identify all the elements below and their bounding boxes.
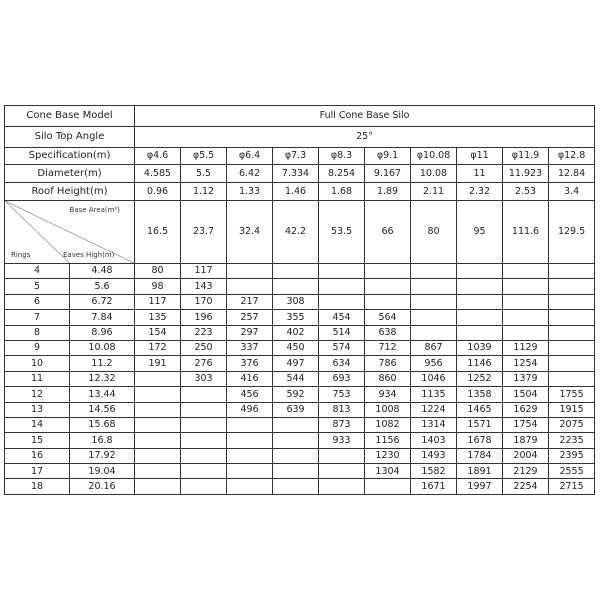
capacity-cell — [457, 325, 503, 340]
capacity-cell — [273, 264, 319, 279]
capacity-cell: 574 — [319, 340, 365, 355]
capacity-cell: 154 — [135, 325, 181, 340]
capacity-cell — [135, 479, 181, 494]
capacity-cell — [273, 417, 319, 432]
roof-height-cell: 3.4 — [549, 183, 595, 201]
eaves-height-cell: 10.08 — [70, 340, 135, 355]
capacity-cell — [457, 310, 503, 325]
model-label: Cone Base Model — [5, 106, 135, 127]
capacity-cell — [273, 433, 319, 448]
capacity-cell: 303 — [181, 371, 227, 386]
capacity-cell: 456 — [227, 387, 273, 402]
capacity-cell: 1135 — [411, 387, 457, 402]
capacity-cell: 514 — [319, 325, 365, 340]
capacity-cell: 1755 — [549, 387, 595, 402]
eaves-height-cell: 16.8 — [70, 433, 135, 448]
capacity-cell — [227, 448, 273, 463]
silo-capacity-table — [4, 105, 595, 495]
capacity-cell: 1224 — [411, 402, 457, 417]
capacity-cell: 1997 — [457, 479, 503, 494]
table-row — [5, 325, 595, 340]
capacity-cell: 1304 — [365, 464, 411, 479]
capacity-cell — [181, 417, 227, 432]
base-area-cell: 53.5 — [319, 201, 365, 264]
capacity-cell: 867 — [411, 340, 457, 355]
table-row — [5, 340, 595, 355]
capacity-cell: 564 — [365, 310, 411, 325]
capacity-cell: 1252 — [457, 371, 503, 386]
capacity-cell: 454 — [319, 310, 365, 325]
capacity-cell — [181, 402, 227, 417]
capacity-cell: 860 — [365, 371, 411, 386]
capacity-cell: 1008 — [365, 402, 411, 417]
eaves-height-cell: 13.44 — [70, 387, 135, 402]
capacity-cell: 1879 — [503, 433, 549, 448]
capacity-cell: 1156 — [365, 433, 411, 448]
capacity-cell: 450 — [273, 340, 319, 355]
rings-cell: 18 — [5, 479, 70, 494]
capacity-cell: 1754 — [503, 417, 549, 432]
diameter-cell: 12.84 — [549, 165, 595, 183]
capacity-cell: 544 — [273, 371, 319, 386]
capacity-cell: 638 — [365, 325, 411, 340]
rings-label: Rings — [11, 251, 31, 259]
capacity-cell — [135, 417, 181, 432]
capacity-cell: 1403 — [411, 433, 457, 448]
capacity-cell: 355 — [273, 310, 319, 325]
capacity-cell: 1629 — [503, 402, 549, 417]
rings-cell: 13 — [5, 402, 70, 417]
capacity-cell — [549, 325, 595, 340]
capacity-cell — [273, 448, 319, 463]
roof-height-cell: 0.96 — [135, 183, 181, 201]
base-area-row — [5, 201, 595, 264]
capacity-cell — [135, 371, 181, 386]
capacity-cell: 376 — [227, 356, 273, 371]
spec-cell: φ7.3 — [273, 148, 319, 165]
capacity-cell — [365, 279, 411, 294]
capacity-cell: 1915 — [549, 402, 595, 417]
capacity-cell — [181, 479, 227, 494]
capacity-cell: 1230 — [365, 448, 411, 463]
capacity-cell: 1146 — [457, 356, 503, 371]
diameter-cell: 11 — [457, 165, 503, 183]
capacity-cell — [227, 433, 273, 448]
capacity-cell — [549, 279, 595, 294]
table-row — [5, 371, 595, 386]
capacity-cell: 196 — [181, 310, 227, 325]
spec-cell: φ4.6 — [135, 148, 181, 165]
capacity-cell: 117 — [181, 264, 227, 279]
capacity-cell: 135 — [135, 310, 181, 325]
rings-cell: 16 — [5, 448, 70, 463]
base-area-cell: 111.6 — [503, 201, 549, 264]
capacity-cell: 813 — [319, 402, 365, 417]
rings-cell: 9 — [5, 340, 70, 355]
capacity-cell — [503, 279, 549, 294]
capacity-cell — [227, 264, 273, 279]
roof-height-row — [5, 183, 595, 201]
capacity-cell — [181, 387, 227, 402]
capacity-cell — [411, 279, 457, 294]
capacity-cell — [273, 464, 319, 479]
spec-cell: φ8.3 — [319, 148, 365, 165]
roof-height-cell: 2.53 — [503, 183, 549, 201]
roof-height-cell: 1.33 — [227, 183, 273, 201]
base-area-cell: 42.2 — [273, 201, 319, 264]
table-row — [5, 433, 595, 448]
capacity-cell — [365, 264, 411, 279]
roof-height-cell: 1.68 — [319, 183, 365, 201]
table-row — [5, 417, 595, 432]
capacity-cell — [135, 402, 181, 417]
capacity-cell — [411, 310, 457, 325]
capacity-cell: 1358 — [457, 387, 503, 402]
spec-cell: φ12.8 — [549, 148, 595, 165]
capacity-cell: 223 — [181, 325, 227, 340]
spec-row — [5, 148, 595, 165]
spec-label: Specification(m) — [5, 148, 135, 165]
capacity-cell: 217 — [227, 294, 273, 309]
capacity-cell: 1039 — [457, 340, 503, 355]
roof-height-cell: 1.12 — [181, 183, 227, 201]
rings-cell: 7 — [5, 310, 70, 325]
capacity-cell: 1493 — [411, 448, 457, 463]
capacity-cell — [503, 294, 549, 309]
diagonal-header-cell — [5, 201, 135, 264]
capacity-cell — [457, 264, 503, 279]
eaves-height-cell: 15.68 — [70, 417, 135, 432]
capacity-cell — [319, 264, 365, 279]
rings-cell: 5 — [5, 279, 70, 294]
capacity-cell — [181, 433, 227, 448]
capacity-cell — [135, 464, 181, 479]
capacity-cell: 592 — [273, 387, 319, 402]
base-area-cell: 66 — [365, 201, 411, 264]
eaves-height-cell: 6.72 — [70, 294, 135, 309]
eaves-height-cell: 12.32 — [70, 371, 135, 386]
capacity-cell — [135, 448, 181, 463]
capacity-cell: 191 — [135, 356, 181, 371]
capacity-cell — [273, 479, 319, 494]
capacity-cell: 873 — [319, 417, 365, 432]
capacity-cell — [181, 464, 227, 479]
capacity-cell: 1504 — [503, 387, 549, 402]
base-area-cell: 80 — [411, 201, 457, 264]
capacity-cell — [549, 356, 595, 371]
table-row — [5, 387, 595, 402]
spec-cell: φ6.4 — [227, 148, 273, 165]
capacity-cell: 933 — [319, 433, 365, 448]
capacity-cell — [319, 448, 365, 463]
capacity-cell — [503, 325, 549, 340]
spec-cell: φ10.08 — [411, 148, 457, 165]
capacity-cell — [411, 294, 457, 309]
capacity-cell — [411, 325, 457, 340]
capacity-cell: 2715 — [549, 479, 595, 494]
spec-cell: φ5.5 — [181, 148, 227, 165]
capacity-cell: 2395 — [549, 448, 595, 463]
rings-cell: 6 — [5, 294, 70, 309]
capacity-cell: 416 — [227, 371, 273, 386]
capacity-cell: 98 — [135, 279, 181, 294]
rings-cell: 15 — [5, 433, 70, 448]
capacity-cell — [365, 479, 411, 494]
capacity-cell: 1678 — [457, 433, 503, 448]
rings-cell: 8 — [5, 325, 70, 340]
table-row — [5, 264, 595, 279]
capacity-cell: 337 — [227, 340, 273, 355]
angle-value: 25° — [135, 127, 595, 148]
capacity-cell: 956 — [411, 356, 457, 371]
diameter-cell: 8.254 — [319, 165, 365, 183]
diameter-cell: 7.334 — [273, 165, 319, 183]
capacity-cell: 1582 — [411, 464, 457, 479]
spec-cell: φ9.1 — [365, 148, 411, 165]
capacity-cell — [365, 294, 411, 309]
capacity-cell: 2555 — [549, 464, 595, 479]
capacity-cell — [503, 264, 549, 279]
capacity-cell: 1891 — [457, 464, 503, 479]
capacity-cell: 639 — [273, 402, 319, 417]
capacity-cell — [319, 479, 365, 494]
capacity-cell: 297 — [227, 325, 273, 340]
capacity-cell — [227, 464, 273, 479]
table-row — [5, 310, 595, 325]
capacity-cell — [319, 294, 365, 309]
capacity-cell: 2129 — [503, 464, 549, 479]
capacity-cell — [227, 479, 273, 494]
capacity-cell: 80 — [135, 264, 181, 279]
capacity-cell — [503, 310, 549, 325]
eaves-label: Eaves High(m) — [63, 251, 115, 259]
spec-cell: φ11.9 — [503, 148, 549, 165]
capacity-cell: 1784 — [457, 448, 503, 463]
capacity-cell — [549, 294, 595, 309]
capacity-cell: 1379 — [503, 371, 549, 386]
capacity-cell — [549, 371, 595, 386]
diameter-cell: 4.585 — [135, 165, 181, 183]
capacity-cell: 257 — [227, 310, 273, 325]
capacity-cell — [549, 310, 595, 325]
capacity-cell — [227, 417, 273, 432]
capacity-cell: 1254 — [503, 356, 549, 371]
eaves-height-cell: 4.48 — [70, 264, 135, 279]
roof-height-cell: 1.46 — [273, 183, 319, 201]
table-row — [5, 356, 595, 371]
capacity-cell: 2075 — [549, 417, 595, 432]
table-row — [5, 448, 595, 463]
capacity-cell: 497 — [273, 356, 319, 371]
table-row — [5, 402, 595, 417]
capacity-cell: 1046 — [411, 371, 457, 386]
eaves-height-cell: 17.92 — [70, 448, 135, 463]
rings-cell: 17 — [5, 464, 70, 479]
capacity-cell: 693 — [319, 371, 365, 386]
capacity-cell — [549, 340, 595, 355]
angle-label: Silo Top Angle — [5, 127, 135, 148]
capacity-cell — [273, 279, 319, 294]
eaves-height-cell: 11.2 — [70, 356, 135, 371]
eaves-height-cell: 7.84 — [70, 310, 135, 325]
diameter-cell: 10.08 — [411, 165, 457, 183]
table-row — [5, 464, 595, 479]
eaves-height-cell: 8.96 — [70, 325, 135, 340]
diameter-cell: 6.42 — [227, 165, 273, 183]
table-row — [5, 479, 595, 494]
capacity-cell: 1082 — [365, 417, 411, 432]
capacity-cell — [411, 264, 457, 279]
table-row — [5, 294, 595, 309]
rings-cell: 4 — [5, 264, 70, 279]
base-area-cell: 129.5 — [549, 201, 595, 264]
capacity-cell: 634 — [319, 356, 365, 371]
model-value: Full Cone Base Silo — [135, 106, 595, 127]
diameter-cell: 9.167 — [365, 165, 411, 183]
model-row — [5, 106, 595, 127]
rings-cell: 11 — [5, 371, 70, 386]
base-area-cell: 23.7 — [181, 201, 227, 264]
capacity-cell: 250 — [181, 340, 227, 355]
capacity-cell — [227, 279, 273, 294]
capacity-cell — [319, 279, 365, 294]
rings-cell: 10 — [5, 356, 70, 371]
eaves-height-cell: 20.16 — [70, 479, 135, 494]
table-row — [5, 279, 595, 294]
spec-cell: φ11 — [457, 148, 503, 165]
eaves-height-cell: 19.04 — [70, 464, 135, 479]
capacity-cell: 786 — [365, 356, 411, 371]
eaves-height-cell: 14.56 — [70, 402, 135, 417]
capacity-cell: 2254 — [503, 479, 549, 494]
capacity-cell: 2235 — [549, 433, 595, 448]
diameter-row — [5, 165, 595, 183]
capacity-cell: 1671 — [411, 479, 457, 494]
capacity-cell: 2004 — [503, 448, 549, 463]
capacity-cell: 170 — [181, 294, 227, 309]
roof-height-label: Roof Height(m) — [5, 183, 135, 201]
angle-row — [5, 127, 595, 148]
roof-height-cell: 1.89 — [365, 183, 411, 201]
rings-cell: 14 — [5, 417, 70, 432]
capacity-cell — [135, 387, 181, 402]
base-area-label: Base Area(m²) — [69, 206, 121, 214]
capacity-cell: 143 — [181, 279, 227, 294]
capacity-cell — [457, 294, 503, 309]
capacity-cell: 496 — [227, 402, 273, 417]
base-area-cell: 95 — [457, 201, 503, 264]
capacity-cell — [457, 279, 503, 294]
eaves-height-cell: 5.6 — [70, 279, 135, 294]
capacity-cell — [549, 264, 595, 279]
capacity-cell: 934 — [365, 387, 411, 402]
capacity-cell: 1129 — [503, 340, 549, 355]
capacity-cell: 308 — [273, 294, 319, 309]
capacity-cell — [135, 433, 181, 448]
capacity-cell: 712 — [365, 340, 411, 355]
capacity-cell: 276 — [181, 356, 227, 371]
base-area-cell: 16.5 — [135, 201, 181, 264]
diameter-cell: 11.923 — [503, 165, 549, 183]
roof-height-cell: 2.11 — [411, 183, 457, 201]
capacity-cell — [319, 464, 365, 479]
capacity-cell: 753 — [319, 387, 365, 402]
capacity-cell: 402 — [273, 325, 319, 340]
diameter-label: Diameter(m) — [5, 165, 135, 183]
capacity-cell: 1465 — [457, 402, 503, 417]
capacity-cell — [181, 448, 227, 463]
diameter-cell: 5.5 — [181, 165, 227, 183]
rings-cell: 12 — [5, 387, 70, 402]
capacity-cell: 1571 — [457, 417, 503, 432]
capacity-cell: 1314 — [411, 417, 457, 432]
capacity-cell: 117 — [135, 294, 181, 309]
base-area-cell: 32.4 — [227, 201, 273, 264]
roof-height-cell: 2.32 — [457, 183, 503, 201]
capacity-cell: 172 — [135, 340, 181, 355]
